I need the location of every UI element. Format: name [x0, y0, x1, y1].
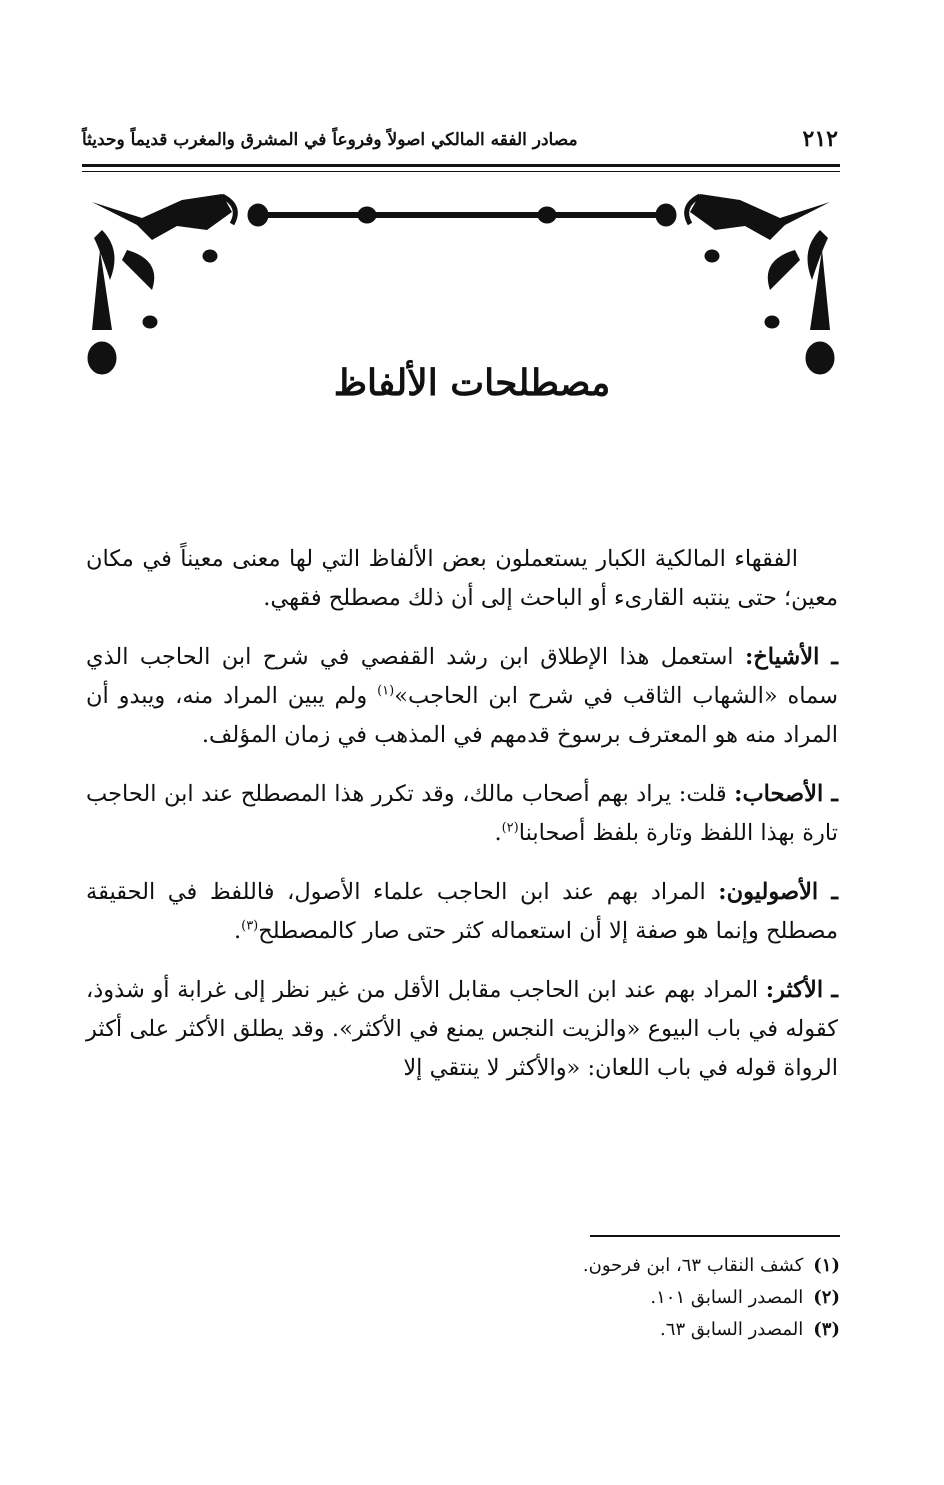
footnote-item: [340, 1314, 840, 1346]
entry-term: ـ الأكثر:: [765, 977, 838, 1003]
entry-term: ـ الأصحاب:: [734, 781, 839, 807]
footnote-ref: (١): [377, 683, 395, 699]
entry-term: ـ الأصوليون:: [718, 879, 839, 905]
footnote-number: (١): [813, 1255, 840, 1276]
intro-paragraph: الفقهاء المالكية الكبار يستعملون بعض الألفاظ التي لها معنى معيناً في مكان معين؛ حتى ينتبه القارىء أو الباحث إلى أن ذلك مصطلح فقهي.: [86, 546, 838, 611]
chapter-title: مصطلحات الألفاظ: [333, 362, 611, 404]
page-number: ٢١٢: [802, 126, 838, 152]
footnote-ref: (٢): [501, 820, 519, 836]
footnote-text: المصدر السابق ١٠١.: [650, 1287, 804, 1308]
footnote-text: المصدر السابق ٦٣.: [660, 1319, 804, 1340]
entry-text: .: [233, 918, 242, 944]
entry-text: المراد بهم عند ابن الحاجب مقابل الأقل من غير نظر إلى غرابة أو شذوذ، كقوله في باب البيوع «والزيت النجس يمنع في الأكثر». وقد يطلق الأكثر على أكثر الرواة قوله في باب اللعان: «والأكثر لا ينتقي إلا: [86, 977, 838, 1081]
footnote-item: [340, 1250, 840, 1282]
floral-frame-ornament-icon: [82, 190, 840, 380]
running-title: مصادر الفقه المالكي اصولاً وفروعاً في المشرق والمغرب قديماً وحديثاً: [82, 130, 578, 150]
footnote-number: (٢): [813, 1287, 840, 1308]
footnote-ref: (٣): [241, 918, 259, 934]
footnotes: [340, 1250, 840, 1346]
entry-akthar: [86, 971, 838, 1088]
entry-term: ـ الأشياخ:: [744, 644, 838, 670]
entry-text: .: [494, 820, 502, 846]
footnote-number: (٣): [813, 1319, 840, 1340]
page-header: [82, 126, 840, 160]
footnote-item: [340, 1282, 840, 1314]
footnote-text: كشف النقاب ٦٣، ابن فرحون.: [582, 1255, 804, 1276]
footnote-rule: [590, 1235, 840, 1237]
entry-text: المراد بهم عند ابن الحاجب علماء الأصول، فاللفظ في الحقيقة مصطلح وإنما هو صفة إلا أن استعماله كثر حتى صار كالمصطلح: [86, 879, 838, 944]
body-text: [86, 540, 838, 1108]
entry-ashyakh: [86, 638, 838, 755]
entry-ashab: [86, 775, 838, 853]
entry-text: استعمل هذا الإطلاق ابن رشد القفصي في شرح ابن الحاجب الذي سماه «الشهاب الثاقب في شرح ابن الحاجب»: [86, 644, 838, 709]
entry-text: قلت: يراد بهم أصحاب مالك، وقد تكرر هذا المصطلح عند ابن الحاجب تارة بهذا اللفظ وتارة بلفظ أصحابنا: [86, 781, 838, 846]
header-rule-thick: [82, 164, 840, 167]
entry-text: ولم يبين المراد منه، ويبدو أن المراد منه هو المعترف برسوخ قدمهم في المذهب في زمان المؤلف.: [86, 683, 838, 748]
header-rule-thin: [82, 171, 840, 172]
entry-usuliyyun: [86, 873, 838, 951]
